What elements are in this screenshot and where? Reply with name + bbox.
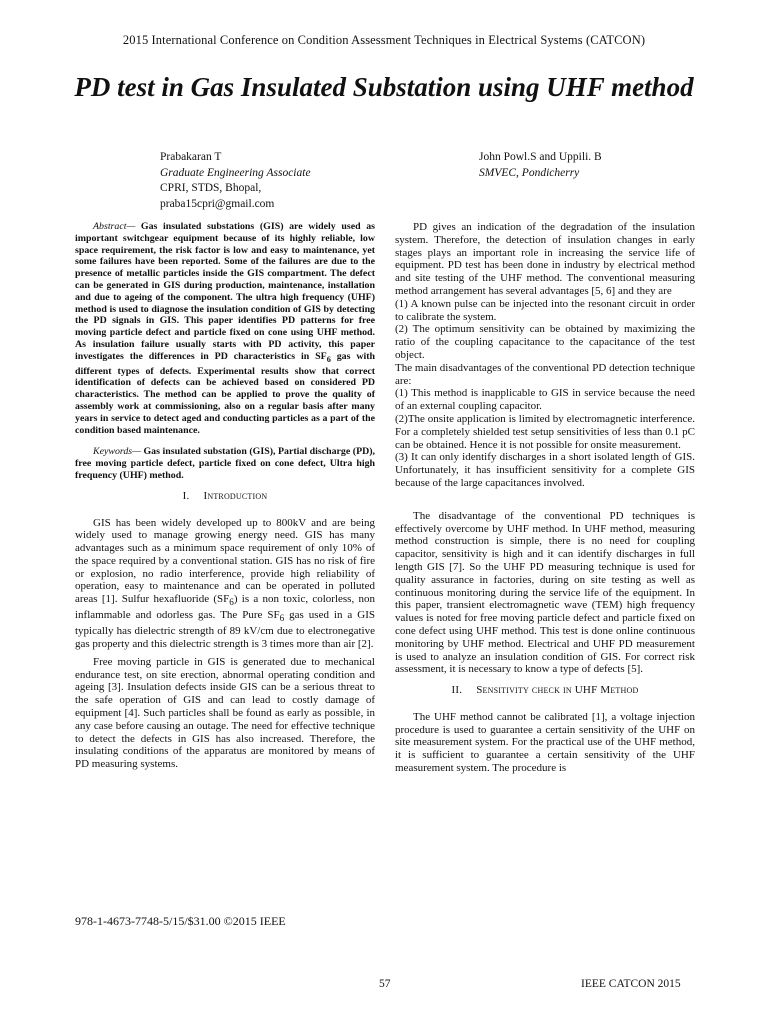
section-number: I. (182, 489, 190, 502)
footer-conference: IEEE CATCON 2015 (581, 978, 681, 990)
intro-paragraph-2: Free moving particle in GIS is generated due to mechanical endurance test, on site erection, abnormal operating condition and ageing [3]. Insulation defects inside GIS can be a serious threat to the safe operation of GIS and can lead to costly damage of equipment [4]. Such particles shall be found as early as possible, in any case before causing an outage. The need for effective technique to detect the defects in GIS has also increased. Therefore, the insulating conditions of the apparatus are monitored by means of PD measuring systems. (75, 655, 375, 771)
section-number: II. (451, 684, 463, 697)
right-paragraph-2: The main disadvantages of the conventional PD detection technique are: (395, 361, 695, 387)
advantage-item-1: (1) A known pulse can be injected into the resonant circuit in order to calibrate the system. (395, 297, 695, 323)
advantage-item-2: (2) The optimum sensitivity can be obtained by maximizing the ratio of the coupling capacitance to the capacitance of the test object. (395, 323, 695, 361)
intro-paragraph-1 (75, 517, 375, 651)
author-role: Graduate Engineering Associate (160, 166, 311, 179)
author-affiliation: SMVEC, Pondicherry (479, 166, 580, 179)
right-paragraph-4: The UHF method cannot be calibrated [1], a voltage injection procedure is used to guarantee a certain sensitivity of the UHF on site measurement system. For the practical use of the UHF method, it is sufficient to guarantee a certain sensitivity of the UHF measurement system. The procedure is (395, 710, 695, 775)
abstract-lead: Abstract— (93, 221, 136, 232)
subscript: 6 (326, 354, 331, 364)
keywords-text: Gas insulated substation (GIS), Partial discharge (PD), free moving particle defect, particle fixed on cone defect, Ultra high frequency (UHF) method. (75, 446, 375, 481)
paragraph-text: gas used in a GIS typically has dielectric strength of 89 kV/cm due to electronegative gas property and this dielectric strength is 3 times more than air [2]. (75, 609, 375, 651)
page-number: 57 (379, 978, 391, 990)
section-title: Sensitivity check in UHF Method (476, 684, 639, 697)
paragraph-text: GIS has been widely developed up to 800kV and are being widely used to manage growing energy need. GIS has many advantages such as a minimum space requirement of only 10% of the space required by a conventional station. GIS has no risk of fire or explosion, no radio interference, provide high reliability of operation, easy to maintenance and can be operated in polluted areas [1]. Sulfur hexafluoride (SF (75, 516, 375, 606)
subscript: 6 (279, 613, 285, 624)
subscript: 6 (229, 597, 234, 608)
abstract-text-cont: gas with different types of defects. Experimental results show that correct identification of defects can be achieved based on considered PD characteristics. The method can be applied to prove the quality of assembly work at commissioning, also on a regular basis after many years in service to detect aged and conducting particles as a part of the condition based maintenance. (75, 350, 375, 436)
author-block-right (479, 150, 602, 181)
abstract-text: Gas insulated substations (GIS) are widely used as important switchgear equipment because of its highly reliable, low space requirement, the risk factor is low and easy to maintenance, yet some failures have been reported. Some of the failures are due to the presence of metallic particles inside the GIS compartment. The defect can be generated in GIS during production, maintenance, installation and due to ageing of the component. The ultra high frequency (UHF) method is used to diagnose the insulation condition of GIS by detecting the PD signals in GIS. This paper identifies PD patterns for free moving particle defect and particle fixed on cone using UHF method. As insulation failure usually starts with PD activity, this paper investigates the differences in PD characteristics in SF (75, 221, 375, 362)
keywords-lead: Keywords— (93, 446, 141, 458)
author-name: Prabakaran T (160, 151, 222, 163)
right-paragraph-3: The disadvantage of the conventional PD techniques is effectively overcome by UHF method. In UHF method, measuring method construction is simple, there is no need for coupling capacitor, sensitivity is high and it can identify discharges in full length GIS [7]. So the UHF PD measuring technique is used for quality assurance in factories, during on site testing as well as continuous monitoring during the service life of the equipment. In this paper, transient electromagnetic wave (TEM) high frequency values is noted for free moving particle defect and particle fixed on cone defect using UHF method. This test is done online continuous monitoring by UHF method. Electrical and UHF PD measurement is used to analyze an insulation condition of GIS. For correct risk assessment, it is necessary to know a type of defects [5]. (395, 509, 695, 676)
disadvantage-item-2: (2)The onsite application is limited by electromagnetic interference. For a completely shielded test setup sensitivities of less than 0.1 pC can be obtained. Hence it is not possible for onsite measurement. (395, 412, 695, 451)
paragraph-text: ) is a non toxic, colorless, non inflammable and odorless gas. The Pure SF (75, 593, 375, 622)
paper-title: PD test in Gas Insulated Substation using UHF method (74, 72, 694, 102)
author-email: praba15cpri@gmail.com (160, 197, 275, 210)
conference-header: 2015 International Conference on Condition Assessment Techniques in Electrical Systems (CATCON) (122, 33, 646, 47)
disadvantage-item-3: (3) It can only identify discharges in a short isolated length of GIS. Unfortunately, it has insufficient sensitivity for a complete GIS because of the large capacitances involved. (395, 451, 695, 489)
disadvantage-item-1: (1) This method is inapplicable to GIS in service because the need of an external coupling capacitor. (395, 387, 695, 413)
keywords (75, 446, 375, 481)
right-column (395, 221, 695, 775)
right-paragraph-1: PD gives an indication of the degradation of the insulation system. Therefore, the detection of insulation changes in early stages plays an important role in increasing the service life of equipment. PD test has been done in industry by electrical method and site testing of the UHF method. The conventional measuring method arrangement has several advantages [5, 6] and they are (395, 221, 695, 297)
left-column (75, 221, 375, 771)
section-title: Introduction (203, 489, 268, 502)
author-affiliation: CPRI, STDS, Bhopal, (160, 182, 262, 194)
abstract (75, 221, 375, 436)
author-name: John Powl.S and Uppili. B (479, 151, 602, 163)
section-heading-sensitivity (395, 684, 695, 697)
copyright-line: 978-1-4673-7748-5/15/$31.00 ©2015 IEEE (75, 914, 286, 928)
author-block-left (160, 150, 311, 212)
section-heading-introduction (75, 490, 375, 503)
